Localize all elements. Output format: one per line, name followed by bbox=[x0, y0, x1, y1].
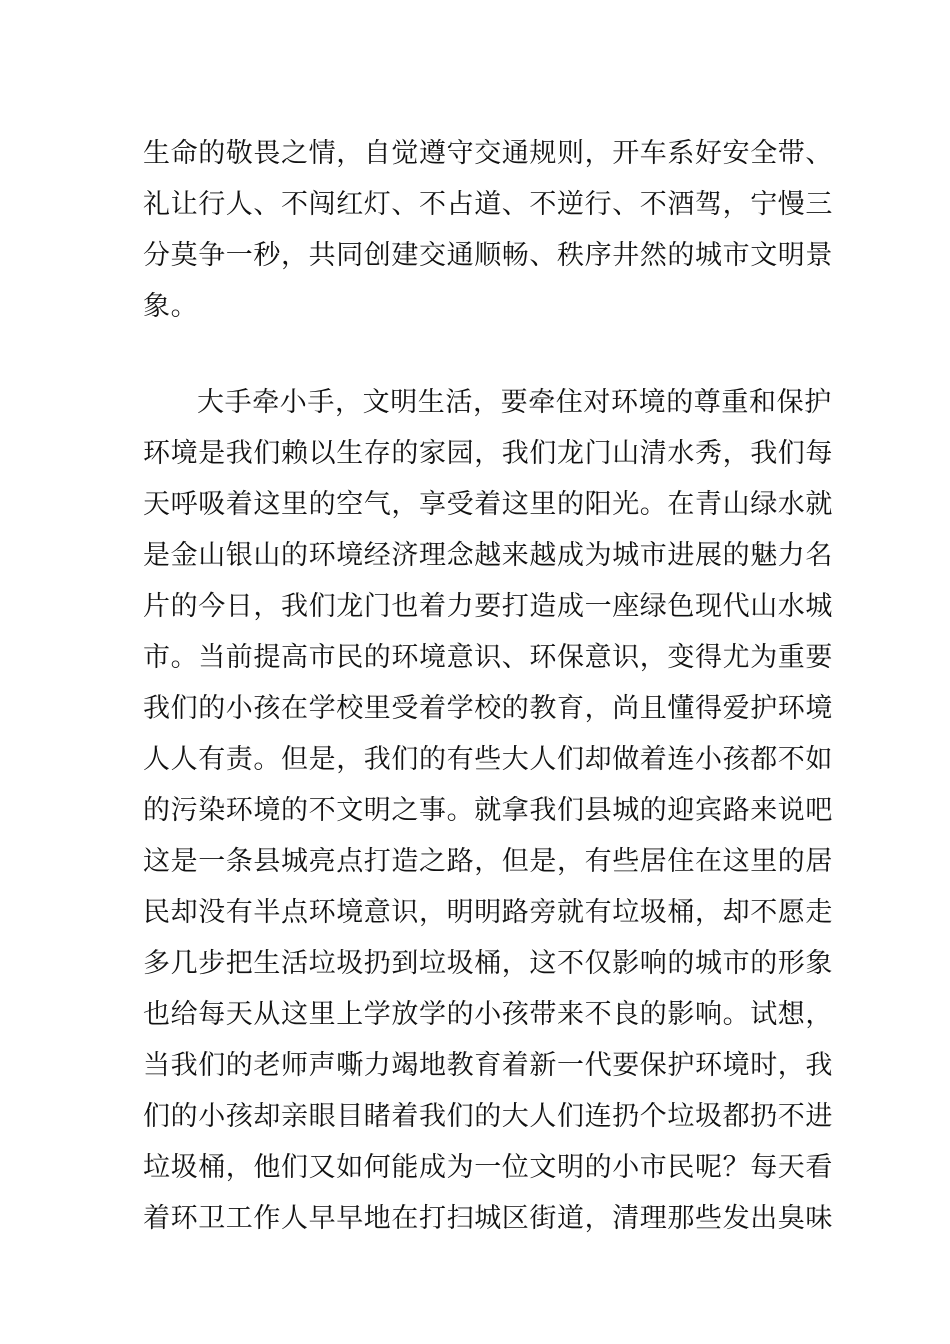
paragraph-line: 多几步把生活垃圾扔到垃圾桶，这不仅影响的城市的形象 bbox=[143, 948, 833, 979]
paragraph-line: 当我们的老师声嘶力竭地教育着新一代要保护环境时，我 bbox=[143, 1050, 833, 1081]
paragraph-line: 礼让行人、不闯红灯、不占道、不逆行、不酒驾，宁慢三 bbox=[143, 189, 833, 220]
paragraph-line: 天呼吸着这里的空气，享受着这里的阳光。在青山绿水就 bbox=[143, 489, 833, 520]
paragraph-line: 着环卫工作人早早地在打扫城区街道，清理那些发出臭味 bbox=[143, 1203, 833, 1234]
paragraph-line: 市。当前提高市民的环境意识、环保意识，变得尤为重要 bbox=[143, 642, 833, 673]
paragraph-line: 象。 bbox=[143, 291, 199, 322]
paragraph-line: 的污染环境的不文明之事。就拿我们县城的迎宾路来说吧 bbox=[143, 795, 833, 826]
paragraph-line: 片的今日，我们龙门也着力要打造成一座绿色现代山水城 bbox=[143, 591, 833, 622]
paragraph-environment-protection bbox=[143, 377, 833, 1244]
paragraph-line: 垃圾桶，他们又如何能成为一位文明的小市民呢？每天看 bbox=[143, 1152, 833, 1183]
paragraph-line: 生命的敬畏之情，自觉遵守交通规则，开车系好安全带、 bbox=[143, 138, 833, 169]
paragraph-line: 这是一条县城亮点打造之路，但是，有些居住在这里的居 bbox=[143, 846, 833, 877]
paragraph-line: 也给每天从这里上学放学的小孩带来不良的影响。试想， bbox=[143, 999, 833, 1030]
paragraph-line: 人人有责。但是，我们的有些大人们却做着连小孩都不如 bbox=[143, 744, 833, 775]
paragraph-line: 是金山银山的环境经济理念越来越成为城市进展的魅力名 bbox=[143, 540, 833, 571]
paragraph-line: 环境是我们赖以生存的家园，我们龙门山清水秀，我们每 bbox=[143, 438, 833, 469]
paragraph-traffic-civility bbox=[143, 128, 833, 332]
paragraph-line: 我们的小孩在学校里受着学校的教育，尚且懂得爱护环境 bbox=[143, 693, 833, 724]
paragraph-line: 分莫争一秒，共同创建交通顺畅、秩序井然的城市文明景 bbox=[143, 240, 833, 271]
paragraph-line: 们的小孩却亲眼目睹着我们的大人们连扔个垃圾都扔不进 bbox=[143, 1101, 833, 1132]
paragraph-first-line: 大手牵小手，文明生活，要牵住对环境的尊重和保护 bbox=[197, 387, 832, 418]
paragraph-line: 民却没有半点环境意识，明明路旁就有垃圾桶，却不愿走 bbox=[143, 897, 833, 928]
